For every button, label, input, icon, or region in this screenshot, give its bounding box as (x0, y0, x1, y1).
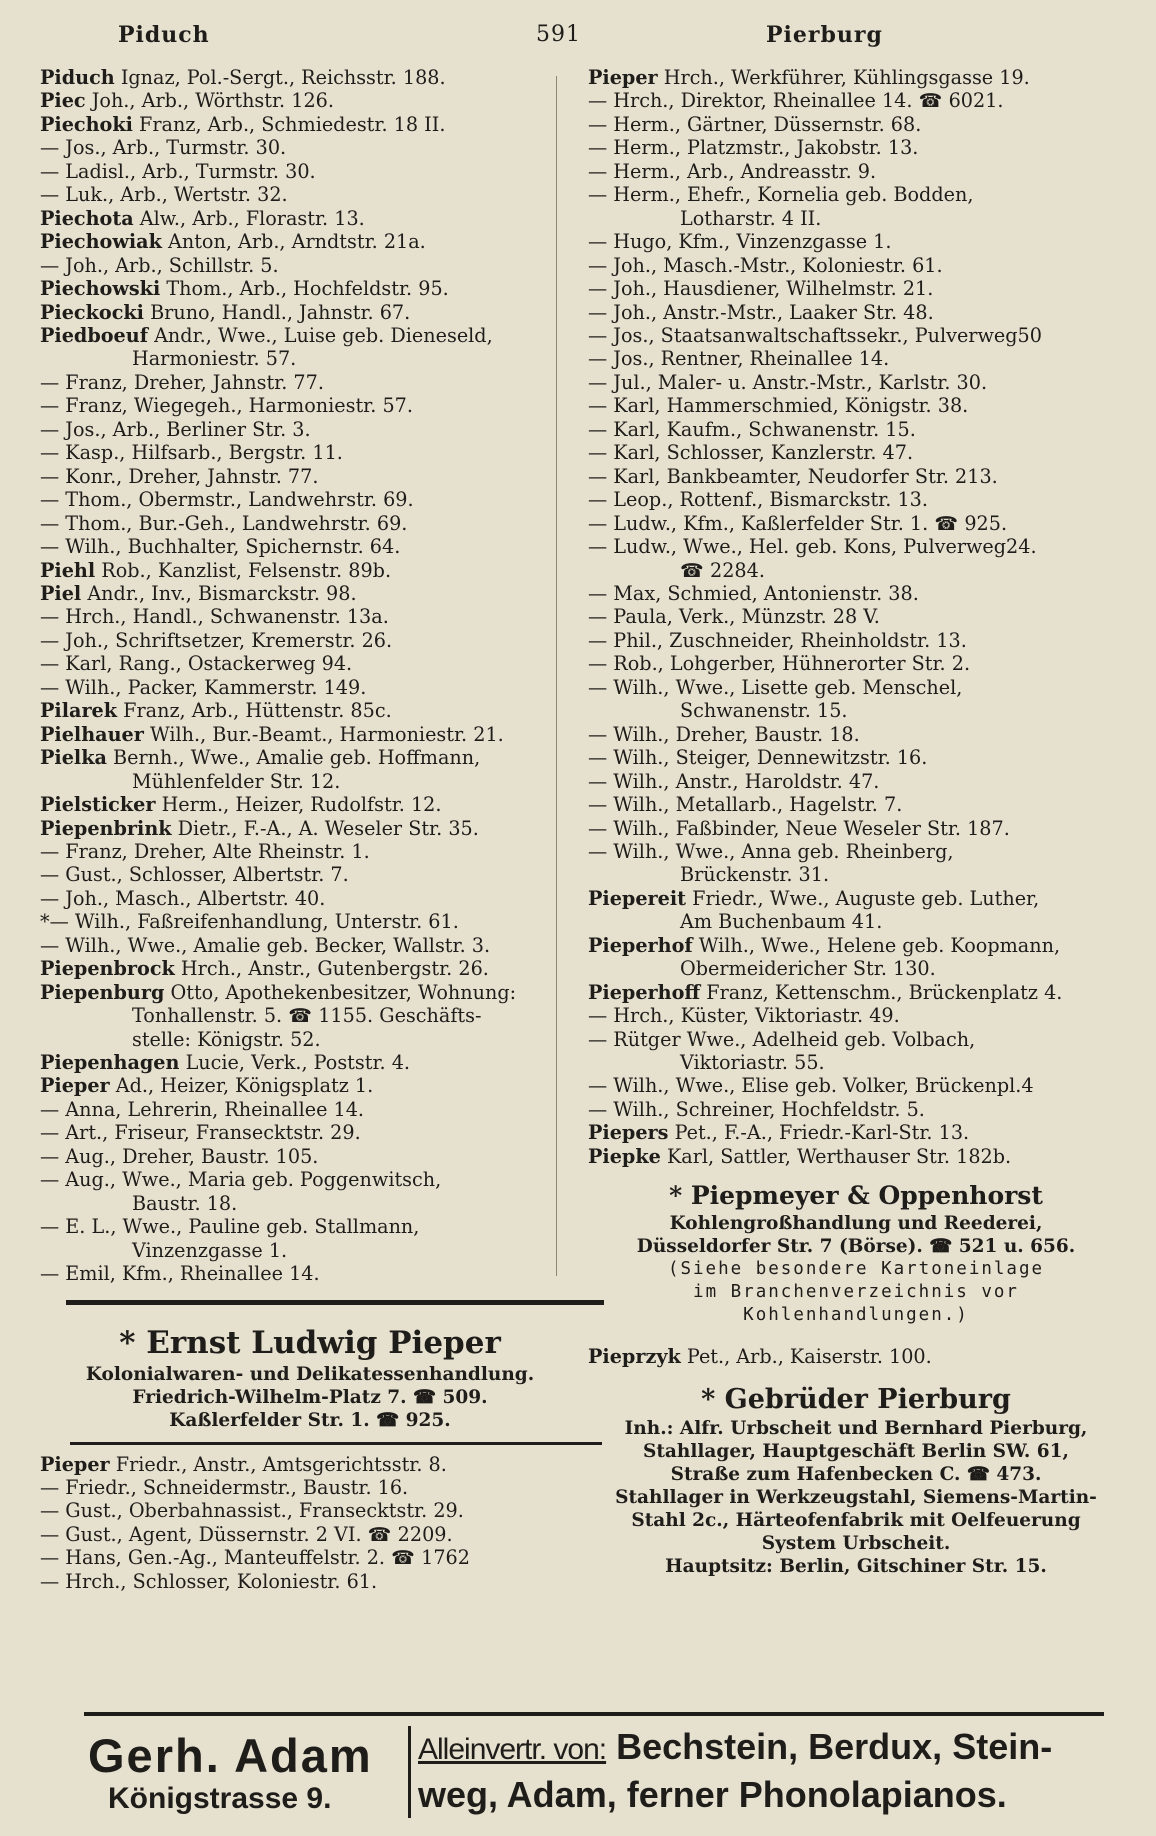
directory-entry (40, 1215, 560, 1238)
directory-entry (40, 1262, 560, 1285)
entry-details: — Kasp., Hilfsarb., Bergstr. 11. (40, 441, 343, 465)
directory-entry (588, 136, 1104, 159)
entry-details: — Franz, Wiegegeh., Harmoniestr. 57. (40, 394, 413, 418)
entry-details: Dietr., F.-A., A. Weseler Str. 35. (171, 816, 479, 840)
gebrueder-pierburg-ad (608, 1383, 1104, 1578)
entry-details: Andr., Inv., Bismarckstr. 98. (81, 581, 357, 605)
entry-details: — Herm., Gärtner, Düssernstr. 68. (588, 112, 922, 136)
directory-entry (588, 1145, 1104, 1168)
entry-surname: Piechowski (40, 277, 161, 301)
entry-details: — Max, Schmied, Antonienstr. 38. (588, 581, 919, 605)
entry-details: stelle: Königstr. 52. (132, 1027, 321, 1051)
directory-entry (40, 887, 560, 910)
entry-details: — Joh., Hausdiener, Wilhelmstr. 21. (588, 277, 934, 301)
entry-surname: Piepke (588, 1144, 661, 1168)
gerh-adam-banner (84, 1712, 1114, 1822)
directory-entry (588, 441, 1104, 464)
entry-details: — Paula, Verk., Münzstr. 28 V. (588, 605, 880, 629)
directory-entry (40, 1523, 560, 1546)
entry-details: Baustr. 18. (132, 1191, 238, 1215)
entry-details: — Anna, Lehrerin, Rheinallee 14. (40, 1097, 365, 1121)
directory-entry (40, 652, 560, 675)
entry-details: — Joh., Anstr.-Mstr., Laaker Str. 48. (588, 300, 934, 324)
entry-details: — Karl, Schlosser, Kanzlerstr. 47. (588, 441, 914, 465)
entry-details: — Joh., Schriftsetzer, Kremerstr. 26. (40, 628, 393, 652)
page-number: 591 (536, 22, 581, 47)
ad-line: Inh.: Alfr. Urbscheit und Bernhard Pierburg, (624, 1417, 1088, 1439)
directory-entry (40, 441, 560, 464)
directory-entry (588, 605, 1104, 628)
directory-entry (588, 160, 1104, 183)
entry-surname: Piechowiak (40, 230, 162, 254)
banner-separator (408, 1726, 411, 1818)
entry-surname: Pieper (588, 66, 658, 89)
directory-entry (588, 652, 1104, 675)
entry-details: Schwanenstr. 15. (680, 699, 848, 723)
entry-details: — Rütger Wwe., Adelheid geb. Volbach, (588, 1027, 976, 1051)
ad-note-line: (Siehe besondere Kartoneinlage (667, 1259, 1045, 1280)
directory-entry (40, 488, 560, 511)
entry-details: Lotharstr. 4 II. (680, 206, 822, 230)
directory-entry (40, 301, 560, 324)
directory-entry (40, 512, 560, 535)
entry-continuation (40, 347, 560, 370)
ad-line: Düsseldorfer Str. 7 (Börse). ☎ 521 u. 656. (636, 1236, 1076, 1258)
banner-line-2: weg, Adam, ferner Phonolapianos. (418, 1774, 1007, 1815)
directory-entry (40, 394, 560, 417)
ad-note-line: Kohlenhandlungen.) (743, 1305, 969, 1326)
entry-surname: Pieprzyk (588, 1345, 681, 1369)
entry-details: Brückenstr. 31. (680, 863, 830, 887)
entry-details: — Karl, Kaufm., Schwanenstr. 15. (588, 417, 916, 441)
ad-line: Stahl 2c., Härteofenfabrik mit Oelfeuerung (631, 1509, 1081, 1531)
entry-details: — Joh., Masch., Albertstr. 40. (40, 886, 326, 910)
entry-details: — Wilh., Wwe., Elise geb. Volker, Brückenpl.4 (588, 1074, 1034, 1098)
entry-details: — Ladisl., Arb., Turmstr. 30. (40, 159, 316, 183)
entry-details: — Karl, Bankbeamter, Neudorfer Str. 213. (588, 464, 998, 488)
entry-details: Karl, Sattler, Werthauser Str. 182b. (660, 1144, 1012, 1168)
ad-line: Kolonialwaren- und Delikatessenhandlung. (85, 1363, 535, 1385)
entry-surname: Piel (40, 581, 82, 605)
entry-details: Wilh., Bur.-Beamt., Harmoniestr. 21. (143, 722, 504, 746)
entry-details: — E. L., Wwe., Pauline geb. Stallmann, (40, 1215, 420, 1239)
entry-details: ☎ 2284. (680, 558, 765, 582)
directory-entry (588, 465, 1104, 488)
entry-details: *— Wilh., Faßreifenhandlung, Unterstr. 61. (40, 910, 459, 934)
entry-surname: Pieckocki (40, 300, 144, 324)
ad-line: Straße zum Hafenbecken C. ☎ 473. (670, 1463, 1042, 1485)
left-entry-list (40, 66, 560, 1286)
entry-details: — Gust., Agent, Düssernstr. 2 VI. ☎ 2209. (40, 1522, 453, 1546)
entry-details: Thom., Arb., Hochfeldstr. 95. (160, 277, 449, 301)
directory-entry (588, 488, 1104, 511)
entry-surname: Pielhauer (40, 722, 144, 746)
entry-details: Ad., Heizer, Königsplatz 1. (109, 1074, 374, 1098)
entry-surname: Pieperhof (588, 933, 693, 957)
entry-continuation (40, 1192, 560, 1215)
entry-details: Bruno, Handl., Jahnstr. 67. (143, 300, 411, 324)
entry-details: — Phil., Zuschneider, Rheinholdstr. 13. (588, 628, 967, 652)
banner-company-name: Gerh. Adam (88, 1729, 373, 1782)
ernst-ludwig-pieper-ad (60, 1323, 560, 1432)
ad-line: System Urbscheit. (761, 1532, 951, 1554)
entry-details: — Hugo, Kfm., Vinzenzgasse 1. (588, 230, 892, 254)
entry-details: Franz, Arb., Schmiedestr. 18 II. (132, 112, 446, 136)
entry-details: — Jul., Maler- u. Anstr.-Mstr., Karlstr. 30. (588, 370, 988, 394)
piepmeyer-oppenhorst-ad (608, 1180, 1104, 1327)
directory-entry (588, 1121, 1104, 1144)
directory-entry (40, 371, 560, 394)
directory-entry (588, 746, 1104, 769)
directory-entry (40, 559, 560, 582)
entry-surname: Pieper (40, 1452, 110, 1476)
directory-entry (588, 934, 1104, 957)
directory-entry (40, 418, 560, 441)
ad-title: * Piepmeyer & Oppenhorst (669, 1181, 1043, 1211)
entry-details: Harmoniestr. 57. (132, 347, 297, 371)
entry-details: — Hrch., Schlosser, Koloniestr. 61. (40, 1569, 378, 1593)
entry-continuation (40, 1004, 560, 1027)
directory-entry (588, 1098, 1104, 1121)
directory-entry (588, 535, 1104, 558)
entry-details: Andr., Wwe., Luise geb. Dieneseld, (147, 323, 493, 347)
directory-entry (40, 324, 560, 347)
entry-surname: Piechoki (40, 112, 133, 136)
entry-surname: Piehl (40, 558, 96, 582)
directory-entry (588, 183, 1104, 206)
directory-entry (588, 1004, 1104, 1027)
directory-entry (40, 113, 560, 136)
spacer (588, 1327, 1104, 1345)
directory-entry (40, 277, 560, 300)
entry-details: — Wilh., Anstr., Haroldstr. 47. (588, 769, 880, 793)
directory-entry (588, 277, 1104, 300)
entry-details: Alw., Arb., Florastr. 13. (133, 206, 365, 230)
directory-entry (40, 957, 560, 980)
banner-prefix: Alleinvertr. von: (418, 1733, 607, 1766)
entry-details: — Hrch., Direktor, Rheinallee 14. ☎ 6021. (588, 89, 1004, 113)
entry-details: — Thom., Bur.-Geh., Landwehrstr. 69. (40, 511, 408, 535)
entry-details: Rob., Kanzlist, Felsenstr. 89b. (95, 558, 392, 582)
directory-entry (588, 770, 1104, 793)
directory-entry (588, 1028, 1104, 1051)
ad-line: Friedrich-Wilhelm-Platz 7. ☎ 509. (132, 1386, 488, 1408)
entry-details: Wilh., Wwe., Helene geb. Koopmann, (692, 933, 1061, 957)
entry-details: — Jos., Rentner, Rheinallee 14. (588, 347, 890, 371)
entry-details: — Friedr., Schneidermstr., Baustr. 16. (40, 1476, 409, 1500)
entry-details: — Herm., Arb., Andreasstr. 9. (588, 159, 877, 183)
entry-surname: Piepenhagen (40, 1051, 180, 1075)
entry-continuation (588, 910, 1104, 933)
entry-details: — Ludw., Wwe., Hel. geb. Kons, Pulverweg24. (588, 535, 1037, 559)
entry-details: Pet., Arb., Kaiserstr. 100. (680, 1345, 932, 1369)
entry-continuation (588, 559, 1104, 582)
ad-line: Kaßlerfelder Str. 1. ☎ 925. (169, 1409, 451, 1431)
entry-details: — Aug., Wwe., Maria geb. Poggenwitsch, (40, 1168, 442, 1192)
ad-line: Stahllager in Werkzeugstahl, Siemens-Martin- (615, 1486, 1097, 1508)
directory-entry (40, 840, 560, 863)
entry-details: — Thom., Obermstr., Landwehrstr. 69. (40, 488, 414, 512)
entry-details: Pet., F.-A., Friedr.-Karl-Str. 13. (668, 1121, 970, 1145)
directory-entry (40, 1499, 560, 1522)
directory-entry (40, 746, 560, 769)
banner-line-1 (418, 1726, 1052, 1768)
directory-entry (40, 605, 560, 628)
entry-details: — Karl, Hammerschmied, Königstr. 38. (588, 394, 969, 418)
directory-entry (588, 887, 1104, 910)
entry-details: Hrch., Werkführer, Kühlingsgasse 19. (657, 66, 1030, 89)
entry-continuation (588, 1051, 1104, 1074)
entry-surname: Piechota (40, 206, 134, 230)
entry-surname: Piepereit (588, 886, 687, 910)
entry-details: — Joh., Masch.-Mstr., Koloniestr. 61. (588, 253, 943, 277)
entry-details: — Emil, Kfm., Rheinallee 14. (40, 1262, 320, 1286)
entry-continuation (40, 1028, 560, 1051)
entry-details: — Franz, Dreher, Alte Rheinstr. 1. (40, 839, 370, 863)
entry-continuation (40, 770, 560, 793)
header-right-keyword: Pierburg (766, 22, 883, 48)
entry-surname: Pieperhoff (588, 980, 701, 1004)
banner-street: Königstrasse 9. (108, 1782, 332, 1815)
directory-entry (40, 1168, 560, 1191)
entry-details: Tonhallenstr. 5. ☎ 1155. Geschäfts- (132, 1004, 482, 1028)
entry-surname: Piec (40, 89, 86, 113)
entry-details: — Wilh., Wwe., Anna geb. Rheinberg, (588, 839, 954, 863)
entry-details: Friedr., Wwe., Auguste geb. Luther, (686, 886, 1040, 910)
directory-entry (40, 1098, 560, 1121)
directory-entry (40, 183, 560, 206)
entry-details: — Jos., Staatsanwaltschaftssekr., Pulverweg50 (588, 323, 1042, 347)
directory-entry (588, 89, 1104, 112)
directory-entry (588, 230, 1104, 253)
entry-details: — Luk., Arb., Wertstr. 32. (40, 183, 288, 207)
entry-surname: Piedboeuf (40, 323, 148, 347)
banner-brands: Bechstein, Berdux, Stein- (606, 1726, 1053, 1767)
entry-details: — Wilh., Dreher, Baustr. 18. (588, 722, 860, 746)
directory-entry (40, 535, 560, 558)
directory-entry (588, 582, 1104, 605)
entry-details: — Jos., Arb., Berliner Str. 3. (40, 417, 311, 441)
directory-entry (40, 981, 560, 1004)
directory-entry (588, 324, 1104, 347)
entry-surname: Pilarek (40, 699, 118, 723)
entry-surname: Piepenburg (40, 980, 165, 1004)
directory-entry (588, 793, 1104, 816)
directory-entry (588, 676, 1104, 699)
directory-entry (588, 66, 1104, 89)
ad-title: * Gebrüder Pierburg (701, 1383, 1011, 1415)
entry-details: Obermeidericher Str. 130. (680, 957, 936, 981)
ad-note-line: im Branchenverzeichnis vor (693, 1282, 1019, 1303)
entry-surname: Pielsticker (40, 793, 156, 817)
directory-entry (40, 723, 560, 746)
entry-details: — Joh., Arb., Schillstr. 5. (40, 253, 279, 277)
directory-entry (40, 1570, 560, 1593)
entry-details: — Wilh., Buchhalter, Spichernstr. 64. (40, 535, 401, 559)
directory-entry (588, 394, 1104, 417)
entry-surname: Piepenbrink (40, 816, 172, 840)
entry-details: — Hrch., Handl., Schwanenstr. 13a. (40, 605, 389, 629)
entry-details: — Hrch., Küster, Viktoriastr. 49. (588, 1004, 900, 1028)
directory-entry (40, 1546, 560, 1569)
ad-line: Stahllager, Hauptgeschäft Berlin SW. 61, (643, 1440, 1069, 1462)
banner-rule (84, 1712, 1104, 1716)
entry-details: Ignaz, Pol.-Sergt., Reichsstr. 188. (114, 66, 446, 89)
ad-rule-bottom (70, 1442, 602, 1445)
entry-details: — Wilh., Wwe., Amalie geb. Becker, Wallstr. 3. (40, 933, 491, 957)
entry-details: Otto, Apothekenbesitzer, Wohnung: (164, 980, 517, 1004)
entry-details: Herm., Heizer, Rudolfstr. 12. (155, 793, 442, 817)
entry-continuation (588, 699, 1104, 722)
directory-entry (40, 1476, 560, 1499)
ad-line: Hauptsitz: Berlin, Gitschiner Str. 15. (665, 1555, 1047, 1577)
directory-entry (588, 254, 1104, 277)
entry-details: Anton, Arb., Arndtstr. 21a. (161, 230, 426, 254)
entry-details: Franz, Arb., Hüttenstr. 85c. (117, 699, 392, 723)
directory-entry (588, 723, 1104, 746)
directory-entry (40, 465, 560, 488)
entry-details: Bernh., Wwe., Amalie geb. Hoffmann, (106, 746, 481, 770)
entry-details: — Gust., Oberbahnassist., Fransecktstr. 29. (40, 1499, 464, 1523)
entry-continuation (40, 1239, 560, 1262)
entry-details: — Karl, Rang., Ostackerweg 94. (40, 652, 353, 676)
entry-details: — Konr., Dreher, Jahnstr. 77. (40, 464, 319, 488)
entry-details: — Ludw., Kfm., Kaßlerfelder Str. 1. ☎ 925. (588, 511, 1008, 535)
entry-details: Lucie, Verk., Poststr. 4. (179, 1051, 411, 1075)
entry-details: — Wilh., Packer, Kammerstr. 149. (40, 675, 367, 699)
directory-entry (40, 910, 560, 933)
entry-details: Am Buchenbaum 41. (680, 910, 883, 934)
entry-surname: Pielka (40, 746, 107, 770)
directory-entry (40, 1145, 560, 1168)
entry-details: — Wilh., Steiger, Dennewitzstr. 16. (588, 746, 928, 770)
directory-entry (588, 629, 1104, 652)
left-column (40, 66, 560, 1593)
entry-details: — Rob., Lohgerber, Hühnerorter Str. 2. (588, 652, 971, 676)
directory-entry (40, 160, 560, 183)
entry-continuation (588, 207, 1104, 230)
header-left-keyword: Piduch (118, 22, 210, 48)
entry-details: — Wilh., Schreiner, Hochfeldstr. 5. (588, 1097, 925, 1121)
entry-details: — Jos., Arb., Turmstr. 30. (40, 136, 287, 160)
entry-surname: Piepenbrock (40, 957, 175, 981)
entry-details: — Wilh., Metallarb., Hagelstr. 7. (588, 793, 903, 817)
directory-entry (40, 817, 560, 840)
entry-details: — Art., Friseur, Fransecktstr. 29. (40, 1121, 361, 1145)
entry-details: Friedr., Anstr., Amtsgerichtsstr. 8. (109, 1452, 447, 1476)
directory-entry (40, 863, 560, 886)
entry-details: Hrch., Anstr., Gutenbergstr. 26. (174, 957, 489, 981)
entry-details: — Aug., Dreher, Baustr. 105. (40, 1144, 319, 1168)
directory-entry (40, 136, 560, 159)
entry-details: Vinzenzgasse 1. (132, 1238, 288, 1262)
directory-entry (40, 254, 560, 277)
entry-details: — Gust., Schlosser, Albertstr. 7. (40, 863, 349, 887)
ad-rule-top (66, 1300, 604, 1305)
entry-details: Viktoriastr. 55. (680, 1051, 825, 1075)
entry-details: — Herm., Ehefr., Kornelia geb. Bodden, (588, 183, 974, 207)
right-column (588, 66, 1104, 1578)
directory-entry (40, 676, 560, 699)
directory-entry (40, 934, 560, 957)
entry-details: — Herm., Platzmstr., Jakobstr. 13. (588, 136, 919, 160)
directory-entry (40, 1453, 560, 1476)
entry-continuation (588, 863, 1104, 886)
directory-entry (588, 840, 1104, 863)
directory-entry (588, 301, 1104, 324)
directory-entry (40, 699, 560, 722)
directory-entry (40, 207, 560, 230)
entry-surname: Pieper (40, 1074, 110, 1098)
ad-title: * Ernst Ludwig Pieper (119, 1324, 501, 1361)
entry-details: Joh., Arb., Wörthstr. 126. (85, 89, 334, 113)
directory-entry (588, 817, 1104, 840)
directory-entry (588, 347, 1104, 370)
entry-surname: Piepers (588, 1121, 669, 1145)
entry-details: — Franz, Dreher, Jahnstr. 77. (40, 370, 324, 394)
entry-surname: Piduch (40, 66, 115, 89)
left-entry-list-2 (40, 1453, 560, 1594)
entry-details: Mühlenfelder Str. 12. (132, 769, 341, 793)
entry-details: — Leop., Rottenf., Bismarckstr. 13. (588, 488, 928, 512)
directory-entry (40, 1051, 560, 1074)
entry-details: — Wilh., Faßbinder, Neue Weseler Str. 187. (588, 816, 1010, 840)
directory-entry (588, 418, 1104, 441)
entry-continuation (588, 957, 1104, 980)
ad-line: Kohlengroßhandlung und Reederei, (669, 1213, 1043, 1235)
directory-entry (588, 981, 1104, 1004)
entry-details: — Hans, Gen.-Ag., Manteuffelstr. 2. ☎ 1762 (40, 1546, 470, 1570)
directory-entry (588, 512, 1104, 535)
directory-entry (40, 1121, 560, 1144)
directory-entry (588, 371, 1104, 394)
entry-details: Franz, Kettenschm., Brückenplatz 4. (700, 980, 1063, 1004)
directory-entry (588, 1074, 1104, 1097)
directory-entry (40, 1074, 560, 1097)
directory-entry (40, 629, 560, 652)
directory-entry (40, 793, 560, 816)
directory-entry (40, 230, 560, 253)
directory-entry (40, 66, 560, 89)
right-entry-list (588, 66, 1104, 1168)
entry-details: — Wilh., Wwe., Lisette geb. Menschel, (588, 675, 963, 699)
directory-entry (588, 113, 1104, 136)
directory-entry (40, 582, 560, 605)
directory-entry (588, 1345, 1104, 1368)
directory-entry (40, 89, 560, 112)
